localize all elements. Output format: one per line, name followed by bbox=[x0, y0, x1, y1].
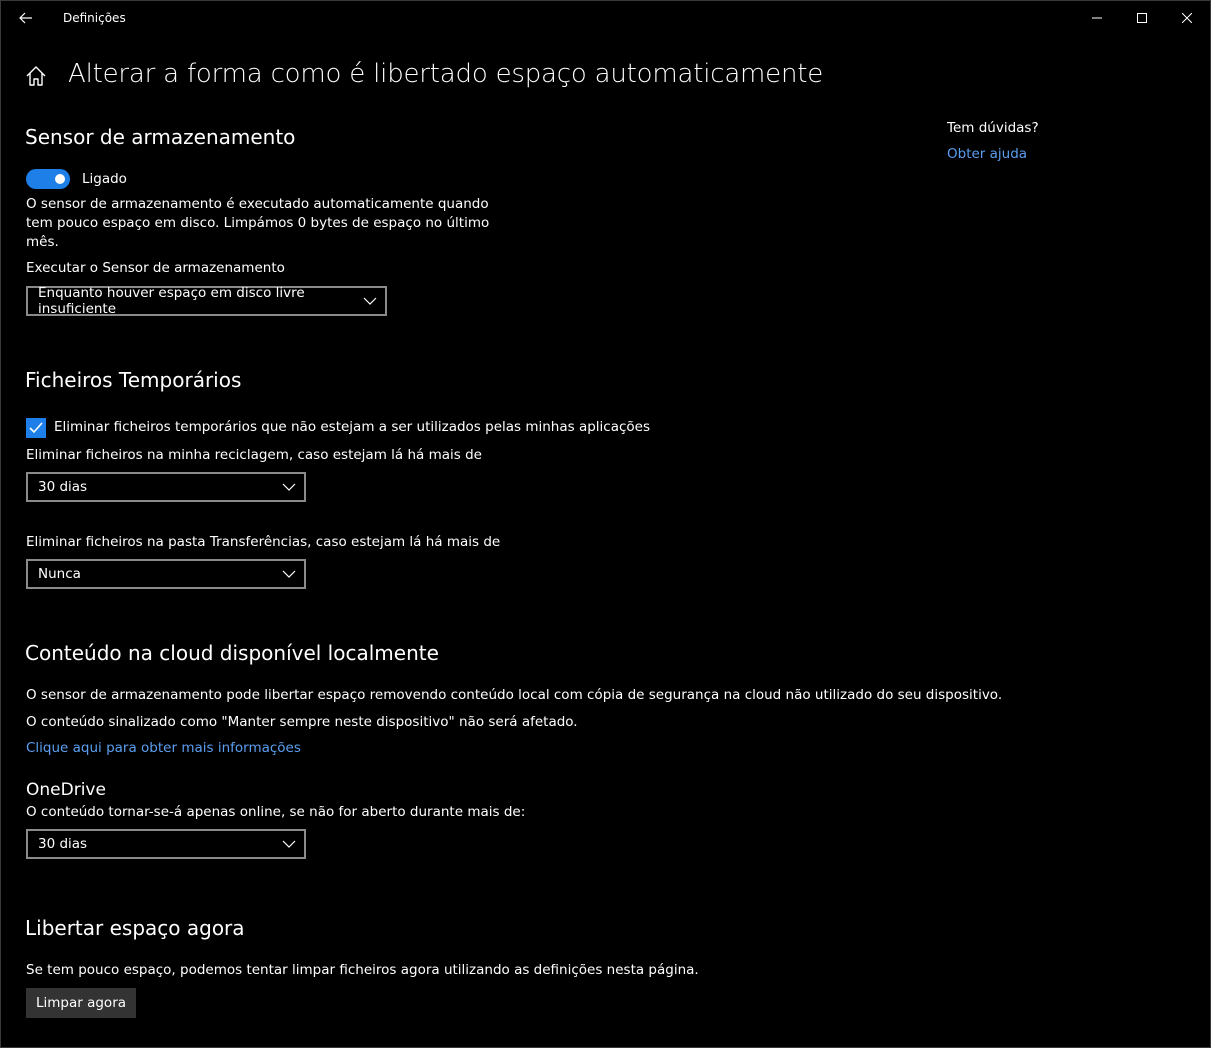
close-button[interactable] bbox=[1164, 1, 1210, 35]
get-help-link[interactable]: Obter ajuda bbox=[947, 146, 1028, 162]
help-question: Tem dúvidas? bbox=[947, 120, 1039, 136]
storage-sense-title: Sensor de armazenamento bbox=[25, 125, 296, 149]
clean-now-button[interactable]: Limpar agora bbox=[26, 988, 136, 1018]
back-button[interactable] bbox=[9, 5, 43, 31]
app-title: Definições bbox=[63, 11, 126, 25]
minimize-icon bbox=[1092, 13, 1102, 23]
dropdown-value: 30 dias bbox=[38, 836, 88, 852]
chevron-down-icon bbox=[363, 296, 377, 306]
recycle-bin-dropdown[interactable] bbox=[26, 472, 306, 502]
cloud-description-1: O sensor de armazenamento pode libertar espaço removendo conteúdo local com cópia de segurança na cloud não utilizado do seu dispositivo. bbox=[26, 687, 1003, 703]
delete-temp-files-label: Eliminar ficheiros temporários que não estejam a ser utilizados pelas minhas aplicações bbox=[54, 419, 651, 435]
description-line: tem pouco espaço em disco. Limpámos 0 bytes de espaço no último bbox=[26, 215, 490, 231]
title-bar bbox=[1, 1, 1210, 35]
run-storage-sense-dropdown[interactable] bbox=[26, 286, 387, 316]
temp-files-title: Ficheiros Temporários bbox=[25, 368, 242, 392]
chevron-down-icon bbox=[282, 569, 296, 579]
chevron-down-icon bbox=[282, 839, 296, 849]
toggle-knob bbox=[55, 174, 65, 184]
minimize-button[interactable] bbox=[1074, 1, 1120, 35]
maximize-icon bbox=[1137, 13, 1147, 23]
dropdown-value: 30 dias bbox=[38, 479, 88, 495]
description-line: O sensor de armazenamento é executado automaticamente quando bbox=[26, 196, 489, 212]
home-button[interactable] bbox=[23, 63, 49, 89]
recycle-bin-label: Eliminar ficheiros na minha reciclagem, caso estejam lá há mais de bbox=[26, 447, 482, 463]
free-space-description: Se tem pouco espaço, podemos tentar limpar ficheiros agora utilizando as definições nesta página. bbox=[26, 962, 699, 978]
onedrive-title: OneDrive bbox=[26, 780, 106, 800]
toggle-label: Ligado bbox=[82, 171, 127, 187]
free-space-now-title: Libertar espaço agora bbox=[25, 916, 245, 940]
arrow-left-icon bbox=[19, 12, 33, 24]
close-icon bbox=[1182, 13, 1192, 23]
maximize-button[interactable] bbox=[1119, 1, 1165, 35]
onedrive-dropdown[interactable] bbox=[26, 829, 306, 859]
run-storage-sense-label: Executar o Sensor de armazenamento bbox=[26, 260, 285, 276]
chevron-down-icon bbox=[282, 482, 296, 492]
storage-sense-description bbox=[26, 195, 489, 252]
storage-sense-toggle[interactable] bbox=[26, 169, 70, 189]
cloud-description-2: O conteúdo sinalizado como "Manter sempre neste dispositivo" não será afetado. bbox=[26, 714, 578, 730]
downloads-dropdown[interactable] bbox=[26, 559, 306, 589]
page-title: Alterar a forma como é libertado espaço automaticamente bbox=[68, 59, 824, 89]
downloads-label: Eliminar ficheiros na pasta Transferências, caso estejam lá há mais de bbox=[26, 534, 501, 550]
onedrive-label: O conteúdo tornar-se-á apenas online, se não for aberto durante mais de: bbox=[26, 804, 526, 820]
dropdown-value: Nunca bbox=[38, 566, 81, 582]
more-info-link[interactable]: Clique aqui para obter mais informações bbox=[26, 740, 301, 756]
checkmark-icon bbox=[29, 422, 43, 434]
cloud-content-title: Conteúdo na cloud disponível localmente bbox=[25, 641, 439, 665]
home-icon bbox=[23, 63, 49, 89]
dropdown-value: Enquanto houver espaço em disco livre insuficiente bbox=[38, 285, 305, 317]
delete-temp-files-checkbox[interactable] bbox=[26, 418, 46, 438]
description-line: mês. bbox=[26, 234, 59, 250]
